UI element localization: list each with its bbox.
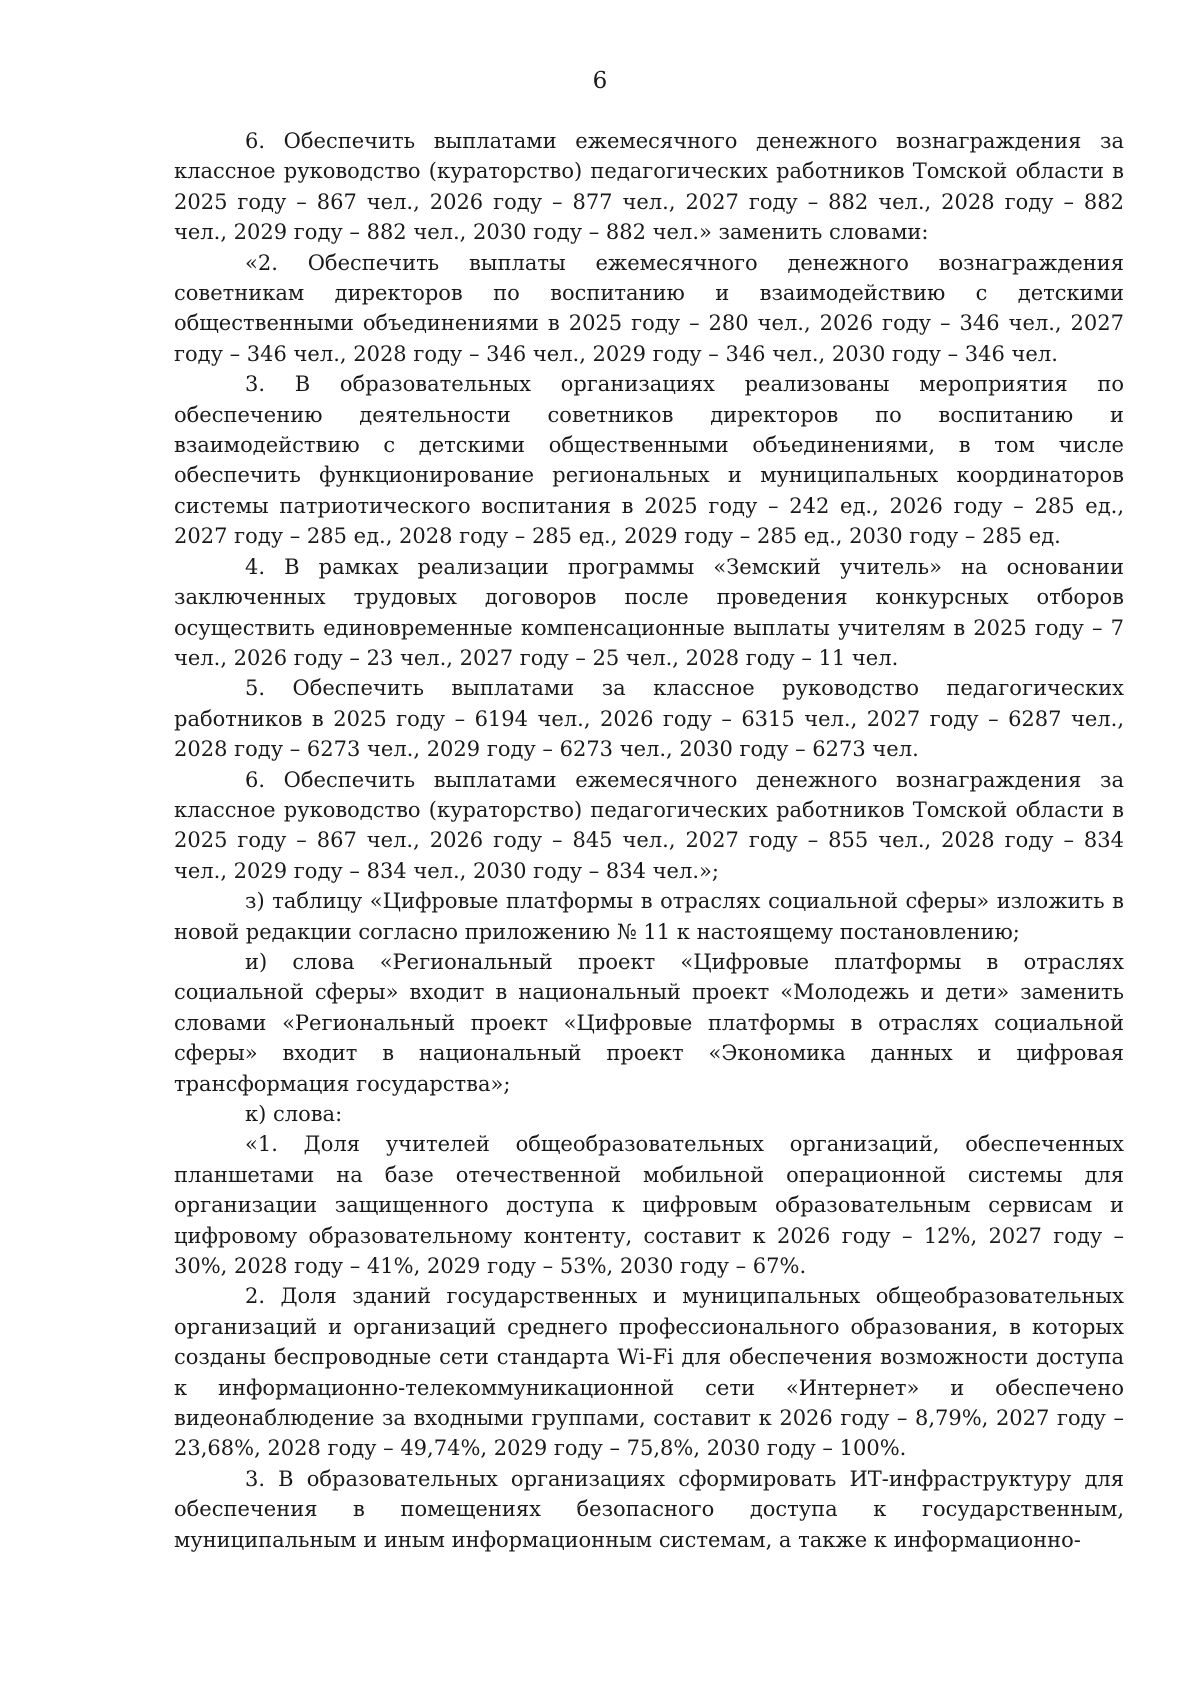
document-body — [174, 126, 1124, 1555]
paragraph-item-3-it-infrastructure: 3. В образовательных организациях сформировать ИТ-инфраструктуру для обеспечения в помещениях безопасного доступа к государственным, муниципальным и иным информационным системам, а также к информационно- — [174, 1466, 1124, 1552]
paragraph-item-k-words: к) слова: — [245, 1102, 343, 1126]
paragraph-item-3-coordinators: 3. В образовательных организациях реализованы мероприятия по обеспечению деятельности советников директоров по воспитанию и взаимодействию с детскими общественными объединениями, в том числе обеспечить функционирование региональных и муниципальных координаторов системы патриотического воспитания в 2025 году – 242 ед., 2026 году – 285 ед., 2027 году – 285 ед., 2028 году – 285 ед., 2029 году – 285 ед., 2030 году – 285 ед. — [174, 372, 1124, 549]
paragraph-item-z-table: з) таблицу «Цифровые платформы в отраслях социальной сферы» изложить в новой редакции согласно приложению № 11 к настоящему постановлению; — [174, 889, 1124, 944]
paragraph-item-1-tablets: «1. Доля учителей общеобразовательных организаций, обеспеченных планшетами на базе отечественной мобильной операционной системы для организации защищенного доступа к цифровым образовательным сервисам и цифровому образовательному контенту, составит к 2026 году – 12%, 2027 году – 30%, 2028 году – 41%, 2029 году – 53%, 2030 году – 67%. — [174, 1132, 1124, 1279]
paragraph-item-i-words: и) слова «Региональный проект «Цифровые платформы в отраслях социальной сферы» входит в национальный проект «Молодежь и дети» заменить словами «Региональный проект «Цифровые платформы в отраслях социальной сферы» входит в национальный проект «Экономика данных и цифровая трансформация государства»; — [174, 949, 1124, 1096]
paragraph-item-6-payments-old: 6. Обеспечить выплатами ежемесячного денежного вознаграждения за классное руководство (кураторство) педагогических работников Томской области в 2025 году – 867 чел., 2026 году – 877 чел., 2027 году – 882 чел., 2028 году – 882 чел., 2029 году – 882 чел., 2030 году – 882 чел.» заменить словами: — [174, 129, 1124, 245]
paragraph-item-2-advisors: «2. Обеспечить выплаты ежемесячного денежного вознаграждения советникам директоров по воспитанию и взаимодействию с детскими общественными объединениями в 2025 году – 280 чел., 2026 году – 346 чел., 2027 году – 346 чел., 2028 году – 346 чел., 2029 году – 346 чел., 2030 году – 346 чел. — [174, 250, 1124, 366]
paragraph-item-6-payments-new: 6. Обеспечить выплатами ежемесячного денежного вознаграждения за классное руководство (кураторство) педагогических работников Томской области в 2025 году – 867 чел., 2026 году – 845 чел., 2027 году – 855 чел., 2028 году – 834 чел., 2029 году – 834 чел., 2030 году – 834 чел.»; — [174, 767, 1124, 883]
paragraph-item-2-wifi: 2. Доля зданий государственных и муниципальных общеобразовательных организаций и организаций среднего профессионального образования, в которых созданы беспроводные сети стандарта Wi-Fi для обеспечения возможности доступа к информационно-телекоммуникационной сети «Интернет» и обеспечено видеонаблюдение за входными группами, составит к 2026 году – 8,79%, 2027 году – 23,68%, 2028 году – 49,74%, 2029 году – 75,8%, 2030 году – 100%. — [174, 1284, 1124, 1461]
paragraph-item-5-class-management: 5. Обеспечить выплатами за классное руководство педагогических работников в 2025 году – 6194 чел., 2026 году – 6315 чел., 2027 году – 6287 чел., 2028 году – 6273 чел., 2029 году – 6273 чел., 2030 году – 6273 чел. — [174, 676, 1124, 762]
paragraph-item-4-zemsky-teacher: 4. В рамках реализации программы «Земский учитель» на основании заключенных трудовых договоров после проведения конкурсных отборов осуществить единовременные компенсационные выплаты учителям в 2025 году – 7 чел., 2026 году – 23 чел., 2027 году – 25 чел., 2028 году – 11 чел. — [174, 554, 1124, 670]
page-number: 6 — [592, 68, 608, 94]
